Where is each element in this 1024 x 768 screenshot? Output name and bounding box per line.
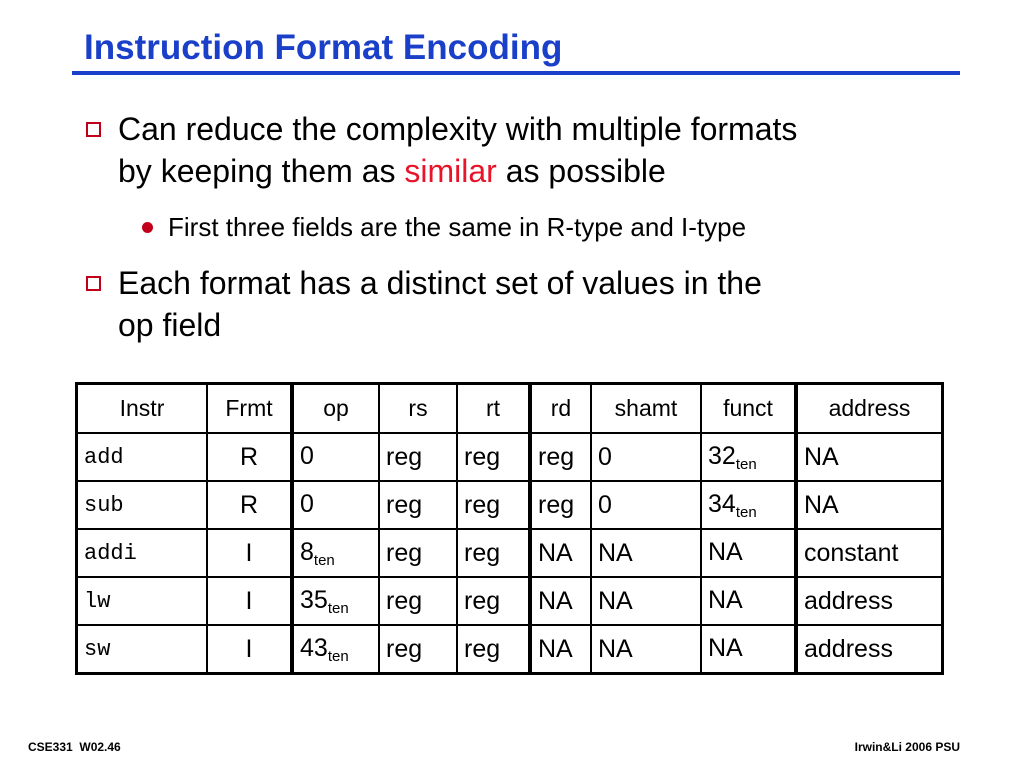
cell-instr: addi [77, 529, 208, 577]
cell-op-value: 35 [300, 585, 328, 614]
cell-funct [701, 433, 796, 481]
cell-rt: reg [457, 577, 530, 625]
cell-op [292, 529, 379, 577]
round-bullet-icon [142, 222, 153, 233]
cell-op [292, 481, 379, 529]
encoding-table [75, 382, 944, 675]
cell-instr: lw [77, 577, 208, 625]
cell-rt: reg [457, 529, 530, 577]
bullet-reduce-complexity [118, 108, 797, 192]
table-row [77, 529, 943, 577]
cell-rt: reg [457, 625, 530, 674]
cell-funct [701, 625, 796, 674]
table-header-row [77, 384, 943, 434]
cell-funct [701, 481, 796, 529]
cell-shamt: 0 [591, 433, 701, 481]
footer-course-id: CSE331 W02.46 [28, 740, 121, 754]
cell-shamt: NA [591, 577, 701, 625]
cell-funct-value: NA [708, 633, 743, 662]
cell-instr: sub [77, 481, 208, 529]
cell-shamt: 0 [591, 481, 701, 529]
bullet-line-1: Can reduce the complexity with multiple formats [118, 111, 798, 147]
cell-funct-subscript: ten [735, 503, 757, 521]
cell-op-subscript: ten [327, 647, 349, 665]
cell-op [292, 625, 379, 674]
cell-funct-subscript: ten [735, 455, 757, 473]
sub-bullet-text: First three fields are the same in R-type and I-type [168, 212, 747, 242]
header-address: address [796, 384, 943, 434]
cell-address: address [796, 577, 943, 625]
cell-op-subscript: ten [327, 599, 349, 617]
cell-funct-value: NA [708, 537, 743, 566]
cell-address: NA [796, 481, 943, 529]
header-op: op [292, 384, 379, 434]
table-row [77, 577, 943, 625]
table-row [77, 625, 943, 674]
header-instr: Instr [77, 384, 208, 434]
footer-credit: Irwin&Li 2006 PSU [854, 740, 960, 754]
cell-rs: reg [379, 577, 457, 625]
cell-rs: reg [379, 481, 457, 529]
cell-rd: reg [530, 433, 591, 481]
cell-frmt: I [207, 529, 292, 577]
header-rs: rs [379, 384, 457, 434]
cell-funct [701, 577, 796, 625]
square-bullet-icon [86, 276, 101, 291]
cell-instr: add [77, 433, 208, 481]
cell-rs: reg [379, 433, 457, 481]
cell-op-value: 0 [300, 441, 314, 470]
cell-funct-value: NA [708, 585, 743, 614]
bullet-line-1: Each format has a distinct set of values in the [118, 265, 762, 301]
table-row [77, 433, 943, 481]
cell-address: NA [796, 433, 943, 481]
header-rd: rd [530, 384, 591, 434]
header-frmt: Frmt [207, 384, 292, 434]
header-funct: funct [701, 384, 796, 434]
cell-rs: reg [379, 625, 457, 674]
square-bullet-icon [86, 122, 101, 137]
bullet-text: by keeping them as [118, 153, 405, 189]
table-row [77, 481, 943, 529]
cell-rt: reg [457, 433, 530, 481]
header-rt: rt [457, 384, 530, 434]
cell-rd: reg [530, 481, 591, 529]
cell-funct [701, 529, 796, 577]
cell-shamt: NA [591, 625, 701, 674]
cell-frmt: I [207, 625, 292, 674]
cell-rd: NA [530, 577, 591, 625]
cell-op-value: 8 [300, 537, 314, 566]
cell-instr: sw [77, 625, 208, 674]
cell-shamt: NA [591, 529, 701, 577]
cell-address: constant [796, 529, 943, 577]
cell-rd: NA [530, 529, 591, 577]
slide-title: Instruction Format Encoding [84, 28, 563, 67]
cell-funct-value: 32 [708, 441, 736, 470]
cell-address: address [796, 625, 943, 674]
cell-frmt: R [207, 433, 292, 481]
cell-frmt: I [207, 577, 292, 625]
cell-op [292, 577, 379, 625]
cell-rt: reg [457, 481, 530, 529]
bullet-distinct-values [118, 262, 762, 346]
cell-op-subscript: ten [313, 551, 335, 569]
cell-frmt: R [207, 481, 292, 529]
sub-bullet-first-three-fields [168, 212, 746, 242]
bullet-line-2 [118, 150, 797, 192]
cell-op-value: 0 [300, 489, 314, 518]
header-shamt: shamt [591, 384, 701, 434]
cell-op [292, 433, 379, 481]
cell-funct-value: 34 [708, 489, 736, 518]
cell-rd: NA [530, 625, 591, 674]
bullet-line-2: op field [118, 307, 222, 343]
cell-op-value: 43 [300, 633, 328, 662]
bullet-text: as possible [496, 153, 666, 189]
title-underline [72, 71, 960, 75]
highlight-similar: similar [404, 153, 497, 189]
cell-rs: reg [379, 529, 457, 577]
